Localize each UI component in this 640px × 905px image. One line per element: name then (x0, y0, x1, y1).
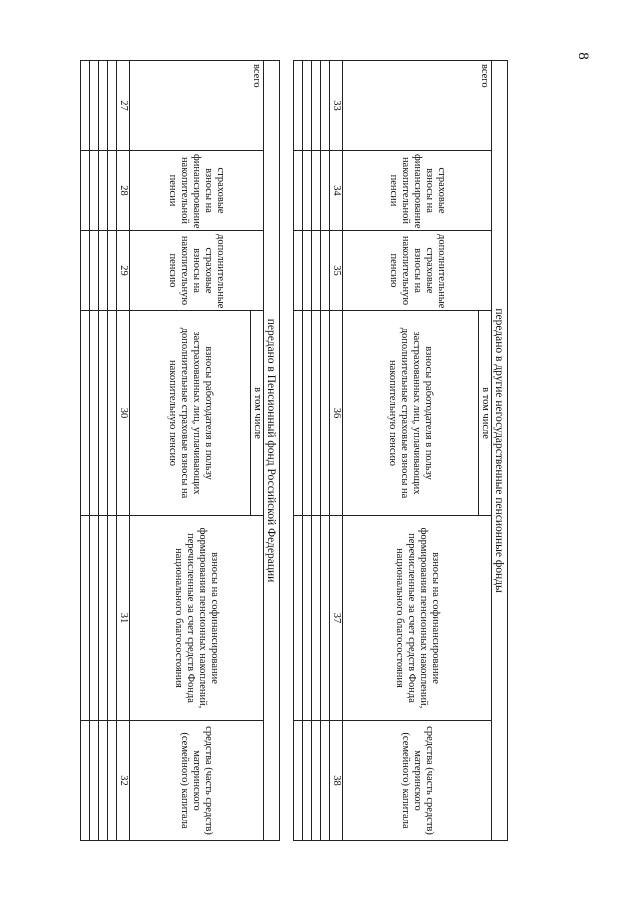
column-number: 36 (330, 311, 343, 516)
table-row (90, 61, 99, 841)
table-row (81, 61, 90, 841)
header-additional-contributions: дополнительные страховые взносы на накопительную пенсию (130, 231, 264, 311)
header-additional-contributions: дополнительные страховые взносы на накопительную пенсию (343, 231, 492, 311)
page-number: 8 (575, 52, 591, 60)
npf-transfer-table (293, 60, 508, 840)
column-number: 34 (330, 151, 343, 231)
column-number: 35 (330, 231, 343, 311)
table-row (312, 61, 321, 841)
header-maternity-capital: средства (часть средств) материнского (семейного) капитала (343, 721, 492, 841)
table-row (303, 61, 312, 841)
header-maternity-capital: средства (часть средств) материнского (семейного) капитала (130, 721, 264, 841)
header-insurance-contributions: страховые взносы на финансирование накопительной пенсии (343, 151, 492, 231)
header-including: в том числе (479, 311, 492, 516)
column-number: 27 (117, 61, 130, 151)
column-number: 30 (117, 311, 130, 516)
table-row (294, 61, 303, 841)
header-cofinancing: взносы на софинансирование формирования пенсионных накоплений, перечисленные за счет средств Фонда национального благосостояния (130, 516, 264, 721)
column-number: 37 (330, 516, 343, 721)
column-number: 28 (117, 151, 130, 231)
header-total: всего (130, 61, 264, 151)
table-row (99, 61, 108, 841)
table-title: передано в Пенсионный фонд Российской Федерации (264, 61, 280, 841)
header-employer-contributions: взносы работодателя в пользу застрахованных лиц, уплачивающих дополнительные страховые взносы на накопительную пенсию (343, 311, 479, 516)
pfr-transfer-table (80, 60, 280, 840)
header-employer-contributions: взносы работодателя в пользу застрахованных лиц, уплачивающих дополнительные страховые взносы на накопительную пенсию (130, 311, 251, 516)
column-number: 31 (117, 516, 130, 721)
header-cofinancing: взносы на софинансирование формирования пенсионных накоплений, перечисленные за счет средств Фонда национального благосостояния (343, 516, 492, 721)
column-number: 32 (117, 721, 130, 841)
table-row (108, 61, 117, 841)
column-number: 38 (330, 721, 343, 841)
column-number: 33 (330, 61, 343, 151)
table-row (321, 61, 330, 841)
table-title: передано в другие негосударственные пенсионные фонды (492, 61, 508, 841)
header-total: всего (343, 61, 492, 151)
header-including: в том числе (251, 311, 264, 516)
column-number: 29 (117, 231, 130, 311)
header-insurance-contributions: страховые взносы на финансирование накопительной пенсии (130, 151, 264, 231)
